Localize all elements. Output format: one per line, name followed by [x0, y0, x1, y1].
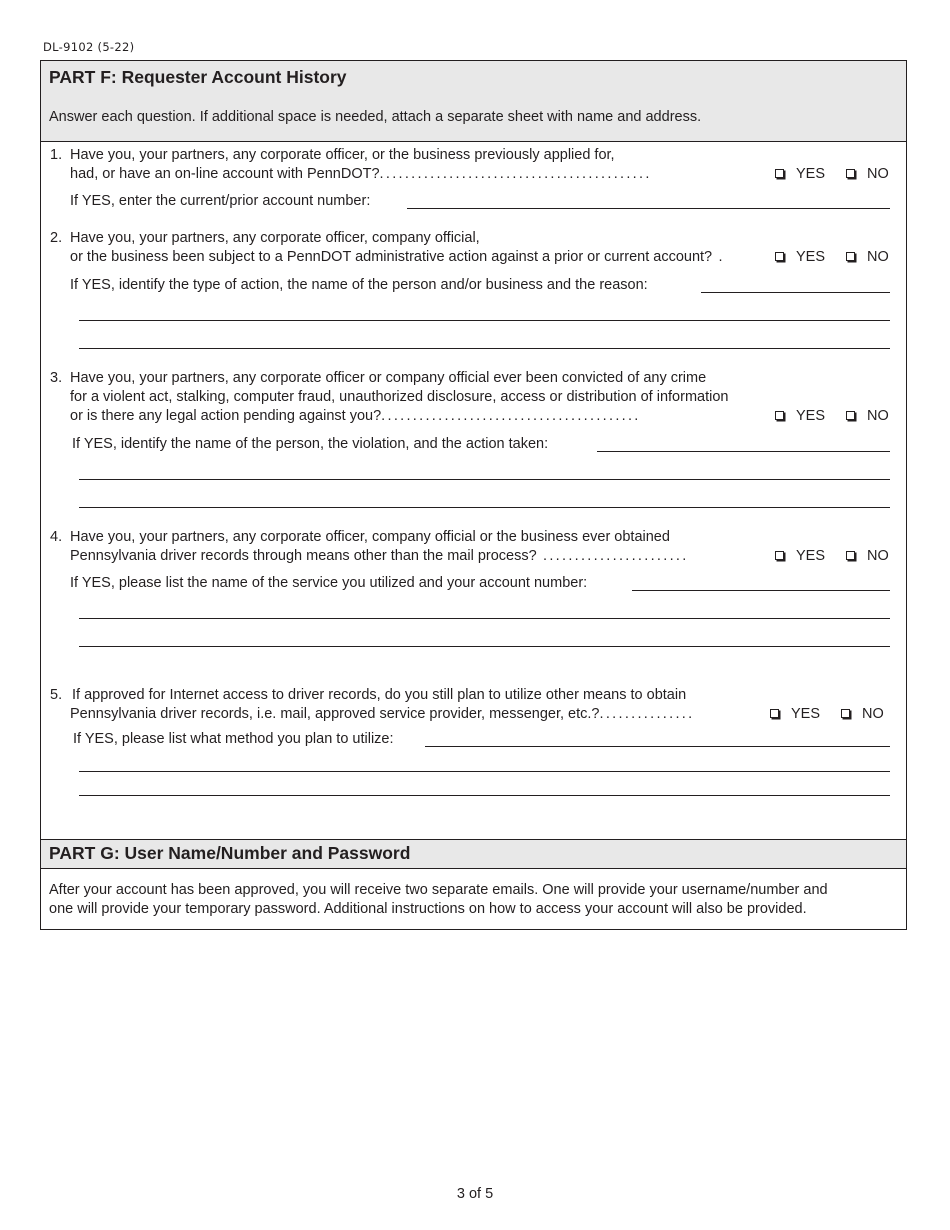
question-number: 1. — [50, 147, 63, 163]
form-code: DL-9102 (5-22) — [43, 40, 135, 54]
question-text-line: had, or have an on-line account with PennDOT? — [70, 166, 380, 182]
question-number: 3. — [50, 370, 63, 386]
dot-leader: ............... — [599, 706, 695, 722]
question-text-line: Pennsylvania driver records through means other than the mail process? — [70, 548, 537, 564]
question-text-line: or is there any legal action pending against you? — [70, 408, 382, 424]
answer-line[interactable] — [79, 646, 890, 647]
checkbox-icon[interactable] — [775, 252, 784, 261]
part-g-body-line: After your account has been approved, you will receive two separate emails. One will provide your username/number and — [49, 882, 828, 898]
yes-label: YES — [791, 706, 821, 722]
dot-leader: ......................................... — [381, 408, 641, 424]
question-number: 2. — [50, 230, 63, 246]
question-text-line: or the business been subject to a PennDOT administrative action against a prior or current account? — [70, 249, 713, 265]
answer-line[interactable] — [632, 590, 890, 591]
followup-prompt: If YES, please list the name of the service you utilized and your account number: — [70, 575, 588, 591]
question-number: 4. — [50, 529, 63, 545]
checkbox-icon[interactable] — [846, 551, 855, 560]
answer-line[interactable] — [701, 292, 890, 293]
form-frame — [40, 60, 907, 930]
dot-leader: . — [712, 249, 725, 265]
answer-line[interactable] — [79, 320, 890, 321]
checkbox-icon[interactable] — [775, 551, 784, 560]
followup-prompt: If YES, identify the type of action, the name of the person and/or business and the reason: — [70, 277, 648, 293]
dot-leader: ........................................... — [379, 166, 652, 182]
followup-prompt: If YES, identify the name of the person, the violation, and the action taken: — [72, 436, 549, 452]
answer-line[interactable] — [79, 795, 890, 796]
question-text-line: Have you, your partners, any corporate officer or company official ever been convicted of any crime — [70, 370, 707, 386]
part-f-instructions: Answer each question. If additional space is needed, attach a separate sheet with name and address. — [49, 109, 702, 125]
part-f-title: PART F: Requester Account History — [49, 67, 347, 87]
question-number: 5. — [50, 687, 63, 703]
checkbox-icon[interactable] — [770, 709, 779, 718]
question-text-line: Have you, your partners, any corporate officer, company official, — [70, 230, 480, 246]
answer-line[interactable] — [407, 208, 890, 209]
answer-line[interactable] — [79, 618, 890, 619]
answer-line[interactable] — [597, 451, 890, 452]
no-label: NO — [867, 408, 889, 424]
followup-prompt: If YES, please list what method you plan to utilize: — [73, 731, 394, 747]
question-text-line: Have you, your partners, any corporate officer, company official or the business ever obtained — [70, 529, 670, 545]
answer-line[interactable] — [79, 479, 890, 480]
checkbox-icon[interactable] — [841, 709, 850, 718]
no-label: NO — [867, 249, 889, 265]
part-g-body-line: one will provide your temporary password. Additional instructions on how to access your account will also be provided. — [49, 901, 807, 917]
yes-label: YES — [796, 166, 826, 182]
question-text-line: If approved for Internet access to driver records, do you still plan to utilize other means to obtain — [72, 687, 687, 703]
answer-line[interactable] — [79, 507, 890, 508]
question-text-line: Pennsylvania driver records, i.e. mail, approved service provider, messenger, etc.? — [70, 706, 600, 722]
question-text-line: Have you, your partners, any corporate officer, or the business previously applied for, — [70, 147, 615, 163]
followup-prompt: If YES, enter the current/prior account number: — [70, 193, 371, 209]
checkbox-icon[interactable] — [775, 411, 784, 420]
yes-label: YES — [796, 249, 826, 265]
no-label: NO — [867, 548, 889, 564]
no-label: NO — [862, 706, 884, 722]
dot-leader: ....................... — [536, 548, 689, 564]
checkbox-icon[interactable] — [846, 169, 855, 178]
checkbox-icon[interactable] — [775, 169, 784, 178]
yes-label: YES — [796, 548, 826, 564]
answer-line[interactable] — [79, 348, 890, 349]
checkbox-icon[interactable] — [846, 411, 855, 420]
answer-line[interactable] — [425, 746, 890, 747]
yes-label: YES — [796, 408, 826, 424]
part-g-title: PART G: User Name/Number and Password — [49, 843, 411, 863]
part-f-header — [41, 61, 906, 142]
checkbox-icon[interactable] — [846, 252, 855, 261]
page-number: 3 of 5 — [456, 1186, 494, 1202]
question-text-line: for a violent act, stalking, computer fraud, unauthorized disclosure, access or distribution of information — [70, 389, 729, 405]
part-g-header — [41, 839, 906, 869]
no-label: NO — [867, 166, 889, 182]
answer-line[interactable] — [79, 771, 890, 772]
